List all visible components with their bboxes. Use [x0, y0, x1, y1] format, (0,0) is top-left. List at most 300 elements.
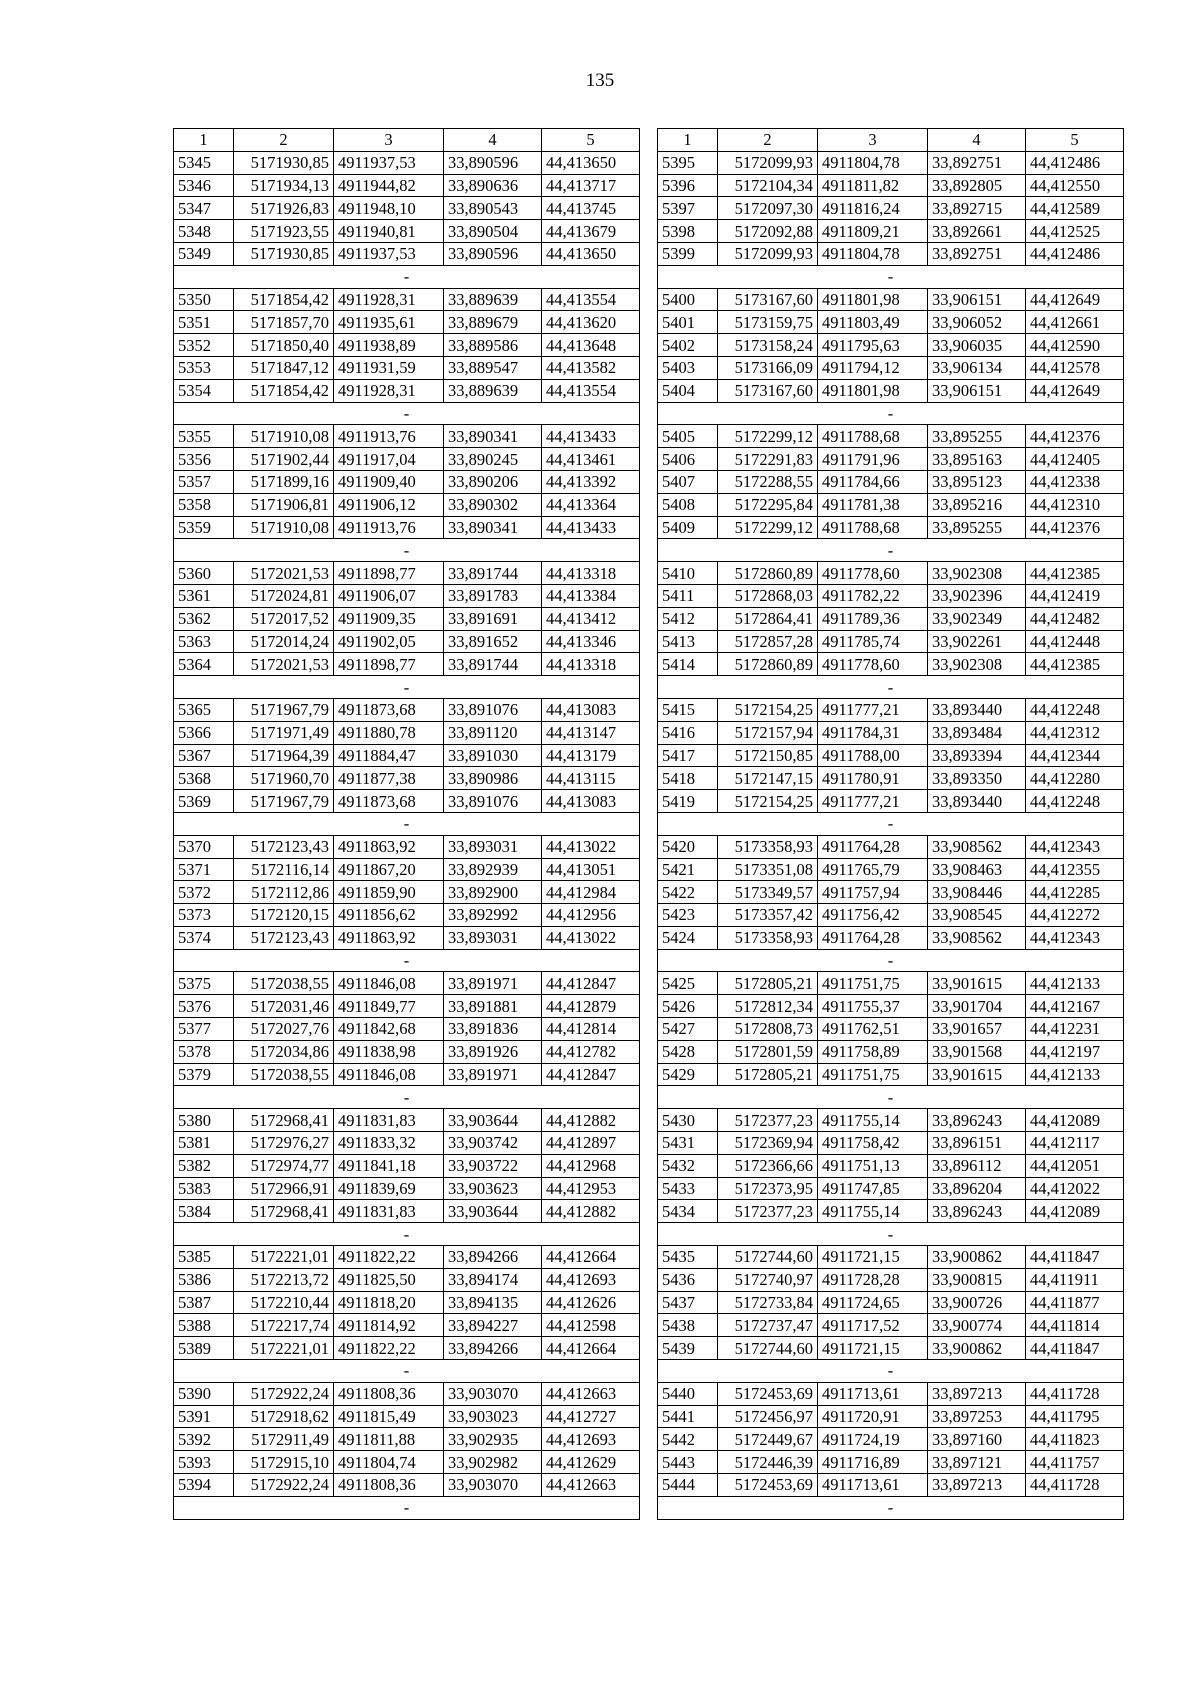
- group-separator: -: [658, 402, 1124, 425]
- table-row: [174, 425, 640, 448]
- group-separator-row: [658, 1360, 1124, 1383]
- table-row: [174, 1200, 640, 1223]
- table-cell: 33,896204: [928, 1177, 1026, 1200]
- table-cell: 5171967,79: [234, 698, 334, 721]
- table-row: [174, 1063, 640, 1086]
- table-cell: 33,901615: [928, 1063, 1026, 1086]
- table-cell: 4911814,92: [334, 1314, 444, 1337]
- table-row: [174, 1451, 640, 1474]
- table-cell: 5173167,60: [718, 379, 818, 402]
- table-cell: 5172221,01: [234, 1246, 334, 1269]
- table-cell: 33,901704: [928, 995, 1026, 1018]
- table-header-row: [174, 129, 640, 152]
- table-cell: 44,412022: [1026, 1177, 1124, 1200]
- table-row: [174, 311, 640, 334]
- table-cell: 5431: [658, 1132, 718, 1155]
- table-cell: 33,902308: [928, 562, 1026, 585]
- table-cell: 44,413147: [542, 721, 640, 744]
- table-cell: 4911909,35: [334, 607, 444, 630]
- table-cell: 33,890341: [444, 516, 542, 539]
- table-cell: 4911778,60: [818, 653, 928, 676]
- table-row: [658, 242, 1124, 265]
- table-cell: 33,890596: [444, 151, 542, 174]
- table-row: [658, 858, 1124, 881]
- table-cell: 33,906151: [928, 379, 1026, 402]
- table-cell: 44,412272: [1026, 904, 1124, 927]
- table-cell: 4911816,24: [818, 197, 928, 220]
- table-cell: 4911721,15: [818, 1337, 928, 1360]
- table-cell: 44,413717: [542, 174, 640, 197]
- table-cell: 5172805,21: [718, 972, 818, 995]
- table-cell: 5440: [658, 1382, 718, 1405]
- table-row: [174, 151, 640, 174]
- table-cell: 5171910,08: [234, 516, 334, 539]
- table-cell: 4911804,74: [334, 1451, 444, 1474]
- table-cell: 44,413022: [542, 926, 640, 949]
- table-cell: 5173358,93: [718, 926, 818, 949]
- table-cell: 44,413392: [542, 470, 640, 493]
- table-cell: 5406: [658, 448, 718, 471]
- table-cell: 5435: [658, 1246, 718, 1269]
- table-cell: 5444: [658, 1474, 718, 1497]
- table-cell: 5432: [658, 1154, 718, 1177]
- column-header: 1: [658, 129, 718, 152]
- table-cell: 5366: [174, 721, 234, 744]
- table-cell: 5172966,91: [234, 1177, 334, 1200]
- table-cell: 4911717,52: [818, 1314, 928, 1337]
- table-cell: 5345: [174, 151, 234, 174]
- table-row: [658, 653, 1124, 676]
- table-row: [174, 1109, 640, 1132]
- table-row: [658, 220, 1124, 243]
- table-cell: 5172291,83: [718, 448, 818, 471]
- table-cell: 5172157,94: [718, 721, 818, 744]
- table-cell: 4911831,83: [334, 1200, 444, 1223]
- table-cell: 33,891971: [444, 972, 542, 995]
- table-cell: 4911917,04: [334, 448, 444, 471]
- table-cell: 44,412897: [542, 1132, 640, 1155]
- table-cell: 44,412663: [542, 1382, 640, 1405]
- table-cell: 5389: [174, 1337, 234, 1360]
- table-cell: 4911863,92: [334, 835, 444, 858]
- table-cell: 4911720,91: [818, 1405, 928, 1428]
- table-cell: 4911937,53: [334, 151, 444, 174]
- group-separator: -: [658, 1496, 1124, 1519]
- table-cell: 4911764,28: [818, 926, 928, 949]
- table-row: [174, 1474, 640, 1497]
- group-separator-row: [174, 265, 640, 288]
- table-cell: 5172918,62: [234, 1405, 334, 1428]
- table-cell: 4911825,50: [334, 1268, 444, 1291]
- table-cell: 5171899,16: [234, 470, 334, 493]
- table-cell: 4911811,82: [818, 174, 928, 197]
- table-cell: 4911755,14: [818, 1109, 928, 1132]
- table-cell: 4911789,36: [818, 607, 928, 630]
- table-cell: 44,412663: [542, 1474, 640, 1497]
- table-cell: 5413: [658, 630, 718, 653]
- table-cell: 33,893440: [928, 790, 1026, 813]
- table-cell: 44,411823: [1026, 1428, 1124, 1451]
- table-cell: 5172377,23: [718, 1109, 818, 1132]
- table-cell: 4911849,77: [334, 995, 444, 1018]
- table-cell: 4911803,49: [818, 311, 928, 334]
- table-cell: 5353: [174, 356, 234, 379]
- table-cell: 5172210,44: [234, 1291, 334, 1314]
- table-cell: 4911777,21: [818, 698, 928, 721]
- table-cell: 44,412343: [1026, 926, 1124, 949]
- table-cell: 44,412882: [542, 1200, 640, 1223]
- table-row: [174, 881, 640, 904]
- table-cell: 4911884,47: [334, 744, 444, 767]
- table-cell: 5173349,57: [718, 881, 818, 904]
- table-cell: 44,413582: [542, 356, 640, 379]
- table-cell: 33,900774: [928, 1314, 1026, 1337]
- table-cell: 4911804,78: [818, 242, 928, 265]
- table-row: [174, 242, 640, 265]
- table-cell: 4911856,62: [334, 904, 444, 927]
- table-cell: 44,412197: [1026, 1040, 1124, 1063]
- table-row: [658, 379, 1124, 402]
- table-cell: 33,895123: [928, 470, 1026, 493]
- table-row: [174, 607, 640, 630]
- table-cell: 5375: [174, 972, 234, 995]
- table-cell: 4911788,00: [818, 744, 928, 767]
- table-cell: 4911764,28: [818, 835, 928, 858]
- table-cell: 5171854,42: [234, 379, 334, 402]
- table-cell: 4911839,69: [334, 1177, 444, 1200]
- table-cell: 5172092,88: [718, 220, 818, 243]
- table-cell: 33,908463: [928, 858, 1026, 881]
- table-cell: 33,896112: [928, 1154, 1026, 1177]
- table-cell: 44,412968: [542, 1154, 640, 1177]
- table-cell: 33,897121: [928, 1451, 1026, 1474]
- table-cell: 33,901657: [928, 1018, 1026, 1041]
- table-cell: 33,893440: [928, 698, 1026, 721]
- table-cell: 33,893031: [444, 926, 542, 949]
- table-row: [174, 926, 640, 949]
- table-cell: 33,897253: [928, 1405, 1026, 1428]
- group-separator: -: [174, 1496, 640, 1519]
- table-cell: 5172369,94: [718, 1132, 818, 1155]
- table-cell: 4911724,65: [818, 1291, 928, 1314]
- table-row: [174, 516, 640, 539]
- table-cell: 4911758,42: [818, 1132, 928, 1155]
- table-cell: 4911791,96: [818, 448, 928, 471]
- table-cell: 4911838,98: [334, 1040, 444, 1063]
- table-cell: 5416: [658, 721, 718, 744]
- table-cell: 33,901615: [928, 972, 1026, 995]
- table-cell: 44,412649: [1026, 288, 1124, 311]
- table-row: [658, 197, 1124, 220]
- table-cell: 44,412482: [1026, 607, 1124, 630]
- table-cell: 5359: [174, 516, 234, 539]
- table-row: [174, 448, 640, 471]
- table-cell: 33,903070: [444, 1382, 542, 1405]
- table-cell: 44,412727: [542, 1405, 640, 1428]
- table-cell: 44,411847: [1026, 1337, 1124, 1360]
- table-cell: 5172744,60: [718, 1337, 818, 1360]
- group-separator: -: [174, 402, 640, 425]
- table-cell: 5371: [174, 858, 234, 881]
- table-cell: 44,413461: [542, 448, 640, 471]
- table-cell: 4911801,98: [818, 288, 928, 311]
- table-cell: 4911898,77: [334, 653, 444, 676]
- table-cell: 5351: [174, 311, 234, 334]
- column-header: 4: [444, 129, 542, 152]
- table-cell: 44,413318: [542, 653, 640, 676]
- table-cell: 5373: [174, 904, 234, 927]
- table-cell: 5172150,85: [718, 744, 818, 767]
- table-row: [174, 972, 640, 995]
- table-row: [658, 1474, 1124, 1497]
- table-cell: 44,412661: [1026, 311, 1124, 334]
- table-row: [174, 288, 640, 311]
- table-row: [658, 904, 1124, 927]
- table-cell: 33,894227: [444, 1314, 542, 1337]
- table-cell: 5172024,81: [234, 584, 334, 607]
- group-separator: -: [658, 949, 1124, 972]
- group-separator: -: [658, 1360, 1124, 1383]
- table-cell: 44,413364: [542, 493, 640, 516]
- table-cell: 33,906052: [928, 311, 1026, 334]
- table-cell: 5172968,41: [234, 1200, 334, 1223]
- table-cell: 5424: [658, 926, 718, 949]
- table-cell: 5172377,23: [718, 1200, 818, 1223]
- table-cell: 4911928,31: [334, 379, 444, 402]
- table-cell: 5408: [658, 493, 718, 516]
- table-cell: 33,891030: [444, 744, 542, 767]
- table-cell: 5390: [174, 1382, 234, 1405]
- table-cell: 5428: [658, 1040, 718, 1063]
- table-cell: 5171971,49: [234, 721, 334, 744]
- table-cell: 5367: [174, 744, 234, 767]
- table-row: [174, 1018, 640, 1041]
- table-cell: 4911944,82: [334, 174, 444, 197]
- group-separator: -: [658, 265, 1124, 288]
- table-cell: 4911765,79: [818, 858, 928, 881]
- table-cell: 44,413384: [542, 584, 640, 607]
- table-row: [174, 630, 640, 653]
- table-cell: 33,892751: [928, 151, 1026, 174]
- table-row: [174, 493, 640, 516]
- table-cell: 44,412879: [542, 995, 640, 1018]
- table-cell: 5414: [658, 653, 718, 676]
- table-row: [658, 493, 1124, 516]
- table-cell: 5405: [658, 425, 718, 448]
- table-cell: 4911728,28: [818, 1268, 928, 1291]
- table-cell: 5173159,75: [718, 311, 818, 334]
- table-cell: 44,412231: [1026, 1018, 1124, 1041]
- table-cell: 5172038,55: [234, 1063, 334, 1086]
- table-cell: 44,412405: [1026, 448, 1124, 471]
- table-cell: 4911794,12: [818, 356, 928, 379]
- table-cell: 33,900862: [928, 1246, 1026, 1269]
- table-row: [658, 562, 1124, 585]
- table-row: [658, 1200, 1124, 1223]
- table-cell: 33,890986: [444, 767, 542, 790]
- table-row: [658, 1018, 1124, 1041]
- table-cell: 33,906035: [928, 334, 1026, 357]
- table-header-row: [658, 129, 1124, 152]
- table-cell: 5399: [658, 242, 718, 265]
- table-cell: 44,411757: [1026, 1451, 1124, 1474]
- table-cell: 5348: [174, 220, 234, 243]
- table-cell: 4911909,40: [334, 470, 444, 493]
- table-cell: 44,412051: [1026, 1154, 1124, 1177]
- table-cell: 5372: [174, 881, 234, 904]
- table-cell: 4911788,68: [818, 425, 928, 448]
- table-cell: 5172299,12: [718, 516, 818, 539]
- table-cell: 33,891926: [444, 1040, 542, 1063]
- table-cell: 4911716,89: [818, 1451, 928, 1474]
- table-row: [174, 835, 640, 858]
- table-cell: 44,413650: [542, 151, 640, 174]
- page-number: 135: [585, 70, 615, 91]
- table-cell: 44,411795: [1026, 1405, 1124, 1428]
- table-cell: 4911755,37: [818, 995, 928, 1018]
- table-cell: 5172017,52: [234, 607, 334, 630]
- table-cell: 44,412664: [542, 1337, 640, 1360]
- table-cell: 5443: [658, 1451, 718, 1474]
- table-cell: 5172737,47: [718, 1314, 818, 1337]
- table-row: [658, 151, 1124, 174]
- table-cell: 4911751,75: [818, 1063, 928, 1086]
- table-cell: 33,890206: [444, 470, 542, 493]
- table-cell: 5172123,43: [234, 835, 334, 858]
- table-cell: 5393: [174, 1451, 234, 1474]
- table-row: [174, 379, 640, 402]
- table-cell: 4911842,68: [334, 1018, 444, 1041]
- table-cell: 5365: [174, 698, 234, 721]
- group-separator: -: [658, 539, 1124, 562]
- table-row: [658, 607, 1124, 630]
- table-cell: 44,411911: [1026, 1268, 1124, 1291]
- table-cell: 5386: [174, 1268, 234, 1291]
- group-separator: -: [658, 1086, 1124, 1109]
- table-cell: 44,412376: [1026, 516, 1124, 539]
- group-separator-row: [658, 1223, 1124, 1246]
- table-cell: 5172217,74: [234, 1314, 334, 1337]
- group-separator-row: [174, 1223, 640, 1246]
- table-cell: 44,412343: [1026, 835, 1124, 858]
- column-header: 1: [174, 129, 234, 152]
- table-row: [658, 448, 1124, 471]
- table-cell: 5173167,60: [718, 288, 818, 311]
- table-cell: 33,894266: [444, 1337, 542, 1360]
- table-cell: 44,412953: [542, 1177, 640, 1200]
- group-separator-row: [658, 539, 1124, 562]
- table-cell: 44,413679: [542, 220, 640, 243]
- table-cell: 44,413433: [542, 516, 640, 539]
- table-cell: 4911873,68: [334, 698, 444, 721]
- table-cell: 5172812,34: [718, 995, 818, 1018]
- table-cell: 4911782,22: [818, 584, 928, 607]
- group-separator-row: [174, 402, 640, 425]
- table-cell: 5441: [658, 1405, 718, 1428]
- table-row: [174, 1428, 640, 1451]
- table-cell: 44,411877: [1026, 1291, 1124, 1314]
- table-cell: 44,412385: [1026, 653, 1124, 676]
- table-cell: 33,892805: [928, 174, 1026, 197]
- table-cell: 5172288,55: [718, 470, 818, 493]
- table-row: [658, 174, 1124, 197]
- table-cell: 5172038,55: [234, 972, 334, 995]
- table-cell: 33,891691: [444, 607, 542, 630]
- table-cell: 4911818,20: [334, 1291, 444, 1314]
- table-cell: 44,413650: [542, 242, 640, 265]
- table-cell: 44,412693: [542, 1268, 640, 1291]
- table-cell: 5172299,12: [718, 425, 818, 448]
- table-cell: 33,900815: [928, 1268, 1026, 1291]
- table-cell: 44,413051: [542, 858, 640, 881]
- table-cell: 33,908562: [928, 926, 1026, 949]
- table-cell: 33,890245: [444, 448, 542, 471]
- table-cell: 4911788,68: [818, 516, 928, 539]
- table-cell: 5354: [174, 379, 234, 402]
- table-cell: 5438: [658, 1314, 718, 1337]
- table-cell: 5172911,49: [234, 1428, 334, 1451]
- table-cell: 4911906,07: [334, 584, 444, 607]
- table-cell: 5172976,27: [234, 1132, 334, 1155]
- table-cell: 5172154,25: [718, 790, 818, 813]
- table-cell: 5172014,24: [234, 630, 334, 653]
- table-cell: 4911859,90: [334, 881, 444, 904]
- table-cell: 33,900726: [928, 1291, 1026, 1314]
- table-cell: 4911758,89: [818, 1040, 928, 1063]
- table-cell: 44,412089: [1026, 1200, 1124, 1223]
- table-row: [658, 584, 1124, 607]
- table-cell: 4911747,85: [818, 1177, 928, 1200]
- table-cell: 4911948,10: [334, 197, 444, 220]
- table-cell: 5172864,41: [718, 607, 818, 630]
- table-cell: 44,412847: [542, 1063, 640, 1086]
- table-cell: 44,412882: [542, 1109, 640, 1132]
- table-cell: 5171854,42: [234, 288, 334, 311]
- column-header: 5: [1026, 129, 1124, 152]
- table-cell: 5172922,24: [234, 1382, 334, 1405]
- table-cell: 44,413433: [542, 425, 640, 448]
- table-cell: 5172104,34: [718, 174, 818, 197]
- table-cell: 33,895163: [928, 448, 1026, 471]
- table-row: [658, 1040, 1124, 1063]
- table-cell: 33,902982: [444, 1451, 542, 1474]
- table-cell: 5422: [658, 881, 718, 904]
- table-cell: 5171923,55: [234, 220, 334, 243]
- table-cell: 33,890302: [444, 493, 542, 516]
- group-separator: -: [174, 1223, 640, 1246]
- table-cell: 5387: [174, 1291, 234, 1314]
- table-cell: 33,906134: [928, 356, 1026, 379]
- table-cell: 4911877,38: [334, 767, 444, 790]
- table-row: [174, 470, 640, 493]
- table-cell: 44,412448: [1026, 630, 1124, 653]
- table-cell: 33,894266: [444, 1246, 542, 1269]
- table-cell: 5172740,97: [718, 1268, 818, 1291]
- table-cell: 33,895255: [928, 425, 1026, 448]
- table-cell: 5358: [174, 493, 234, 516]
- table-cell: 44,412598: [542, 1314, 640, 1337]
- table-cell: 33,893394: [928, 744, 1026, 767]
- table-cell: 33,902396: [928, 584, 1026, 607]
- table-cell: 44,412248: [1026, 698, 1124, 721]
- group-separator-row: [658, 812, 1124, 835]
- table-cell: 5433: [658, 1177, 718, 1200]
- table-cell: 4911928,31: [334, 288, 444, 311]
- table-cell: 44,412649: [1026, 379, 1124, 402]
- table-cell: 44,413115: [542, 767, 640, 790]
- table-cell: 33,891881: [444, 995, 542, 1018]
- table-cell: 33,895255: [928, 516, 1026, 539]
